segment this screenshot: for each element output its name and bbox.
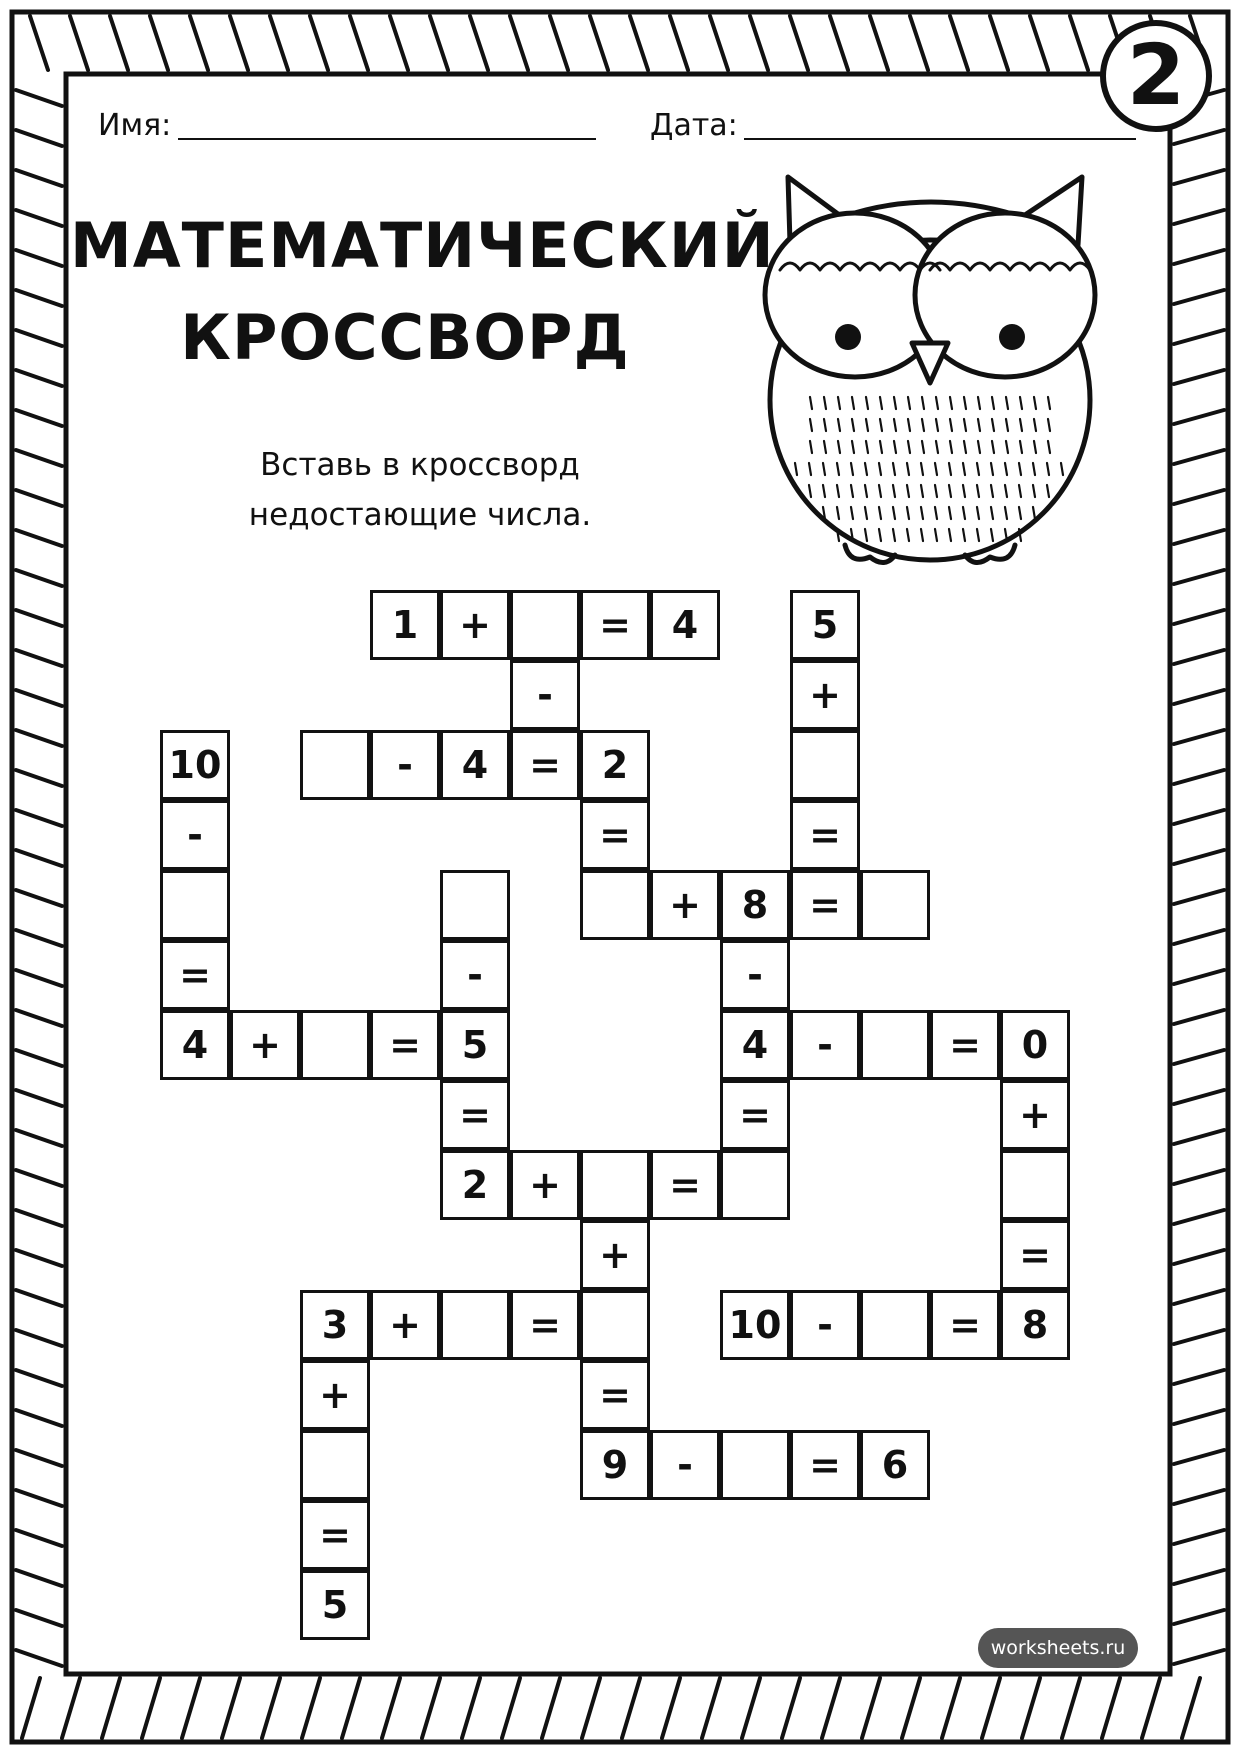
crossword-blank-cell[interactable] [160,870,230,940]
crossword-cell: = [930,1290,1000,1360]
crossword-cell: 10 [720,1290,790,1360]
crossword-cell: 2 [440,1150,510,1220]
crossword-cell: - [650,1430,720,1500]
crossword-cell: - [790,1010,860,1080]
crossword-cell: 1 [370,590,440,660]
crossword-blank-cell[interactable] [300,730,370,800]
crossword-cell: 4 [650,590,720,660]
crossword-cell: - [440,940,510,1010]
page-title [70,200,775,384]
crossword-cell: + [580,1220,650,1290]
crossword-cell: - [720,940,790,1010]
crossword-blank-cell[interactable] [720,1430,790,1500]
crossword-cell: = [160,940,230,1010]
crossword-blank-cell[interactable] [580,1150,650,1220]
crossword-blank-cell[interactable] [860,1010,930,1080]
crossword-blank-cell[interactable] [440,870,510,940]
crossword-blank-cell[interactable] [580,870,650,940]
page-title-line-2: КРОССВОРД [180,301,630,374]
crossword-cell: 5 [300,1570,370,1640]
crossword-cell: = [930,1010,1000,1080]
crossword-blank-cell[interactable] [510,590,580,660]
worksheets-logo: worksheets.ru [978,1628,1138,1668]
crossword-blank-cell[interactable] [1000,1150,1070,1220]
crossword-cell: + [230,1010,300,1080]
crossword-cell: = [580,1360,650,1430]
crossword-cell: = [300,1500,370,1570]
crossword-blank-cell[interactable] [440,1290,510,1360]
crossword-cell: + [790,660,860,730]
crossword-cell: + [440,590,510,660]
crossword-blank-cell[interactable] [790,730,860,800]
crossword-cell: = [720,1080,790,1150]
crossword-cell: + [370,1290,440,1360]
crossword-cell: + [510,1150,580,1220]
instructions-line-2: недостающие числа. [248,497,592,533]
crossword-cell: 4 [440,730,510,800]
crossword-cell: = [370,1010,440,1080]
page-title-line-1: МАТЕМАТИЧЕСКИЙ [70,209,775,282]
crossword-blank-cell[interactable] [300,1010,370,1080]
owl-feather-hatching [795,397,1063,541]
crossword-cell: 6 [860,1430,930,1500]
crossword-cell: 10 [160,730,230,800]
owl-left-pupil [835,324,861,350]
crossword-cell: 8 [1000,1290,1070,1360]
crossword-blank-cell[interactable] [860,870,930,940]
crossword-cell: + [650,870,720,940]
crossword-cell: + [1000,1080,1070,1150]
crossword-cell: 2 [580,730,650,800]
crossword-cell: 9 [580,1430,650,1500]
crossword-cell: = [790,1430,860,1500]
instructions-line-1: Вставь в кроссворд [260,447,580,483]
crossword-cell: - [370,730,440,800]
date-label: Дата: [650,108,738,143]
crossword-cell: = [580,590,650,660]
crossword-cell: = [510,730,580,800]
crossword-cell: = [510,1290,580,1360]
owl-right-pupil [999,324,1025,350]
page-number-badge: 2 [1100,20,1212,132]
crossword-cell: 8 [720,870,790,940]
owl-illustration [760,165,1100,575]
crossword-cell: = [580,800,650,870]
crossword-cell: 0 [1000,1010,1070,1080]
crossword-blank-cell[interactable] [580,1290,650,1360]
name-label: Имя: [98,108,172,143]
instructions [180,440,660,540]
crossword-cell: = [1000,1220,1070,1290]
crossword-cell: = [790,800,860,870]
crossword-cell: - [160,800,230,870]
owl-beak [912,343,948,383]
crossword-cell: = [440,1080,510,1150]
crossword-blank-cell[interactable] [860,1290,930,1360]
crossword-cell: - [790,1290,860,1360]
crossword-cell: 3 [300,1290,370,1360]
crossword-cell: - [510,660,580,730]
crossword-cell: = [790,870,860,940]
crossword-cell: + [300,1360,370,1430]
crossword-blank-cell[interactable] [720,1150,790,1220]
date-field-line[interactable] [744,138,1136,140]
crossword-cell: = [650,1150,720,1220]
crossword-blank-cell[interactable] [300,1430,370,1500]
crossword-cell: 5 [440,1010,510,1080]
crossword-cell: 4 [720,1010,790,1080]
crossword-cell: 4 [160,1010,230,1080]
crossword-cell: 5 [790,590,860,660]
name-field-line[interactable] [178,138,596,140]
